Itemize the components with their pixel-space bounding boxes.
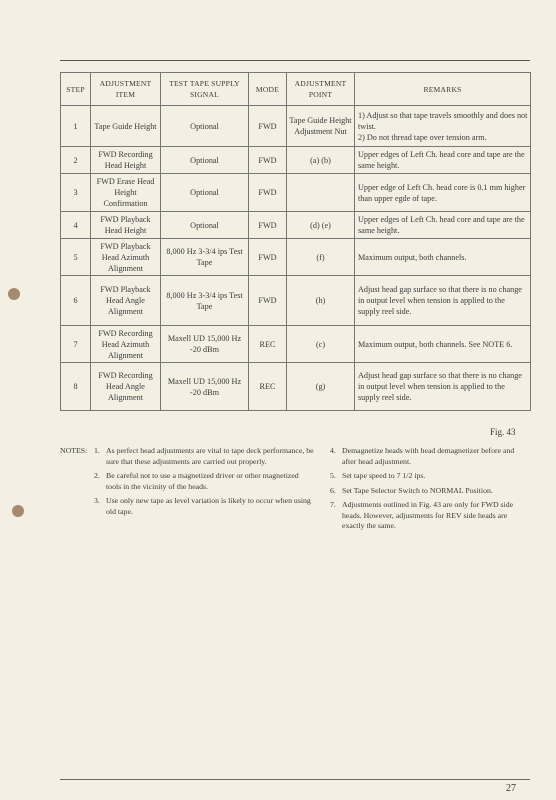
note-text: Adjustments outlined in Fig. 43 are only for FWD side heads. However, adjustments for REV side heads are exactly the same. (342, 500, 514, 530)
cell-point: (a) (b) (287, 147, 355, 174)
table-row (61, 174, 531, 212)
cell-point: Tape Guide Height Adjustment Nut (287, 106, 355, 147)
cell-step: 8 (61, 363, 91, 411)
cell-point: (d) (e) (287, 212, 355, 239)
header-test-tape-signal: TEST TAPE SUPPLY SIGNAL (161, 73, 249, 106)
cell-mode: FWD (249, 239, 287, 276)
note-text: Set tape speed to 7 1/2 ips. (342, 471, 426, 480)
cell-remarks: Upper edges of Left Ch. head core and tape are the same height. (355, 212, 531, 239)
cell-item: FWD Erase Head Height Confirmation (91, 174, 161, 212)
cell-signal: Optional (161, 147, 249, 174)
table-row (61, 363, 531, 411)
note-number: 1. (94, 446, 100, 455)
cell-step: 3 (61, 174, 91, 212)
bottom-rule (60, 779, 530, 780)
cell-item: FWD Playback Head Height (91, 212, 161, 239)
cell-remarks: Maximum output, both channels. (355, 239, 531, 276)
header-adjustment-item: ADJUSTMENT ITEM (91, 73, 161, 106)
remark-line: 1) Adjust so that tape travels smoothly and does not twist. (358, 110, 528, 131)
cell-point: (h) (287, 276, 355, 326)
note-item (94, 446, 314, 467)
cell-step: 2 (61, 147, 91, 174)
note-text: Set Tape Selector Switch to NORMAL Position. (342, 485, 493, 495)
binder-hole (8, 288, 20, 300)
cell-mode: REC (249, 363, 287, 411)
cell-item: FWD Playback Head Angle Alignment (91, 276, 161, 326)
cell-remarks: Adjust head gap surface so that there is no change in output level when tension is applied to the supply reel side. (355, 363, 531, 411)
cell-remarks: Adjust head gap surface so that there is no change in output level when tension is applied to the supply reel side. (355, 276, 531, 326)
cell-signal: Optional (161, 174, 249, 212)
note-number: 5. (330, 471, 336, 480)
cell-remarks (355, 106, 531, 147)
notes-right-column (330, 446, 530, 536)
note-number: 3. (94, 496, 100, 505)
cell-mode: FWD (249, 174, 287, 212)
cell-remarks: Upper edge of Left Ch. head core is 0.1 mm higher than upper egde of tape. (355, 174, 531, 212)
cell-item: FWD Recording Head Height (91, 147, 161, 174)
cell-point: (f) (287, 239, 355, 276)
notes-label: NOTES: (60, 446, 88, 455)
note-number: 6. (330, 485, 336, 495)
cell-step: 1 (61, 106, 91, 147)
note-number: 4. (330, 446, 336, 455)
cell-remarks: Maximum output, both channels. See NOTE 6. (355, 326, 531, 363)
page-number: 27 (506, 783, 516, 794)
note-item (330, 500, 530, 532)
note-item (330, 486, 530, 497)
note-item (94, 471, 314, 492)
cell-mode: FWD (249, 212, 287, 239)
cell-step: 7 (61, 326, 91, 363)
note-number: 2. (94, 471, 100, 480)
top-rule (60, 60, 530, 61)
cell-signal: Maxell UD 15,000 Hz -20 dBm (161, 363, 249, 411)
header-step: STEP (61, 73, 91, 106)
note-item (330, 446, 530, 467)
cell-item: FWD Recording Head Azimuth Alignment (91, 326, 161, 363)
adjustment-table (60, 72, 531, 411)
table-row (61, 147, 531, 174)
cell-signal: 8,000 Hz 3-3/4 ips Test Tape (161, 276, 249, 326)
note-number: 7. (330, 500, 336, 509)
table-row (61, 212, 531, 239)
header-mode: MODE (249, 73, 287, 106)
cell-signal: Optional (161, 106, 249, 147)
note-text: Be careful not to use a magnetized driver or other magnetized tools in the vicinity of the heads. (106, 471, 299, 491)
note-item (94, 496, 314, 517)
cell-point: (c) (287, 326, 355, 363)
cell-point: (g) (287, 363, 355, 411)
cell-mode: REC (249, 326, 287, 363)
binder-hole (12, 505, 24, 517)
table-header-row (61, 73, 531, 106)
cell-step: 5 (61, 239, 91, 276)
cell-item: FWD Playback Head Azimuth Alignment (91, 239, 161, 276)
cell-step: 6 (61, 276, 91, 326)
cell-mode: FWD (249, 147, 287, 174)
cell-signal: Maxell UD 15,000 Hz -20 dBm (161, 326, 249, 363)
header-remarks: REMARKS (355, 73, 531, 106)
note-text: Demagnetize heads with head demagnetizer before and after head adjustment. (342, 446, 515, 466)
header-adjustment-point: ADJUSTMENT POINT (287, 73, 355, 106)
note-text: As perfect head adjustments are vital to tape deck performance, be sure that these adjustments are carried out properly. (106, 446, 314, 466)
cell-item: FWD Recording Head Angle Alignment (91, 363, 161, 411)
cell-mode: FWD (249, 106, 287, 147)
table-row (61, 276, 531, 326)
cell-point (287, 174, 355, 212)
cell-signal: Optional (161, 212, 249, 239)
cell-item: Tape Guide Height (91, 106, 161, 147)
table-row (61, 326, 531, 363)
cell-remarks: Upper edges of Left Ch. head core and tape are the same height. (355, 147, 531, 174)
cell-signal: 8,000 Hz 3-3/4 ips Test Tape (161, 239, 249, 276)
table-row (61, 239, 531, 276)
note-item (330, 471, 530, 482)
table-row (61, 106, 531, 147)
remark-line: 2) Do not thread tape over tension arm. (358, 132, 487, 142)
cell-step: 4 (61, 212, 91, 239)
figure-label: Fig. 43 (490, 427, 516, 437)
notes-left-column (94, 446, 314, 521)
note-text: Use only new tape as level variation is likely to occur when using old tape. (106, 496, 311, 516)
cell-mode: FWD (249, 276, 287, 326)
